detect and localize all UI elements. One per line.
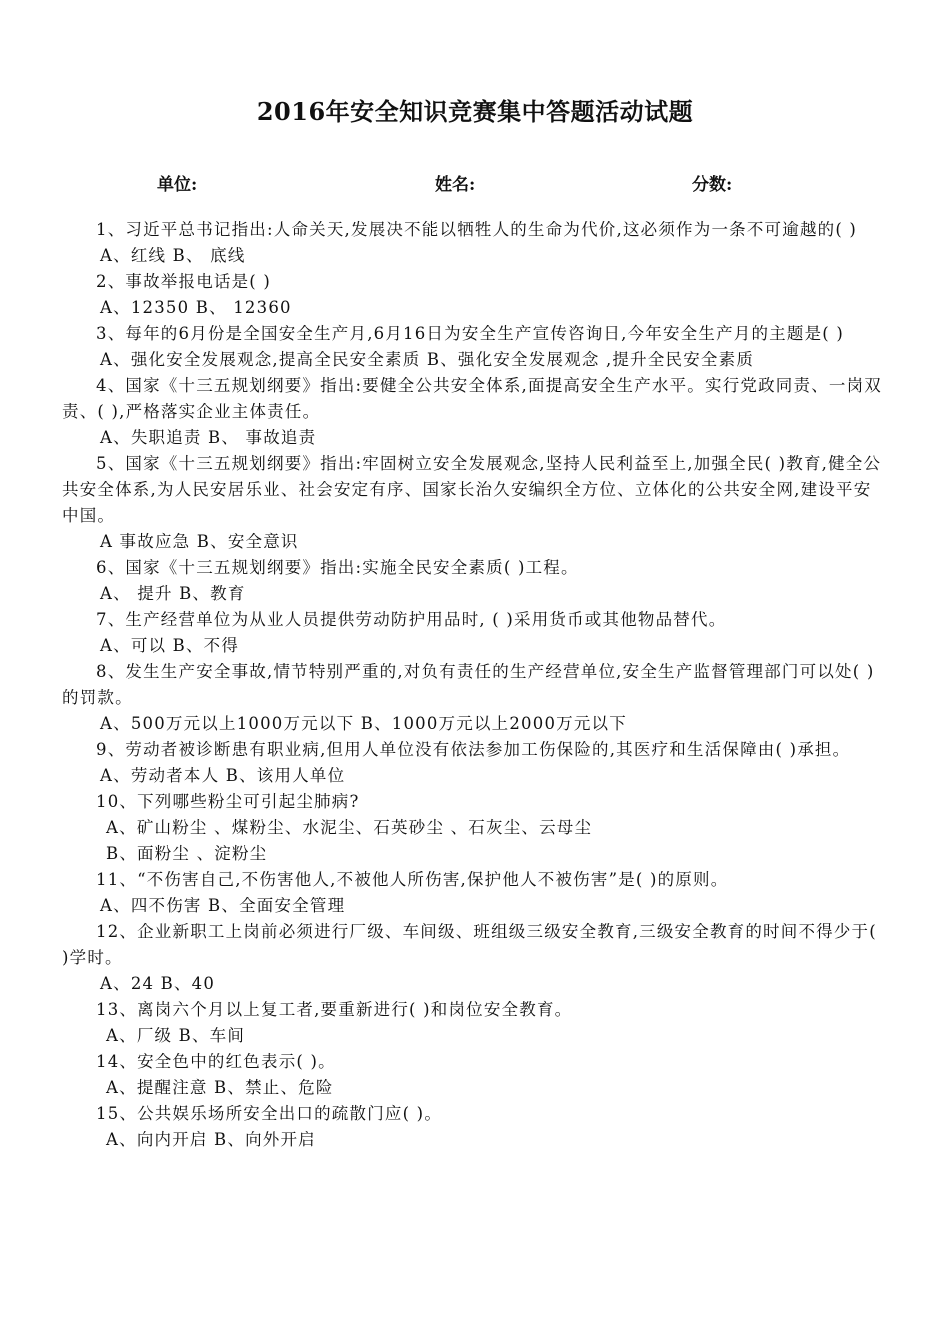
answer-options: A、四不伤害 B、全面安全管理	[100, 896, 346, 915]
question-text: 8、发生生产安全事故,情节特别严重的,对负有责任的生产经营单位,安全生产监督管理部门可以处( )的罚款。	[62, 662, 875, 707]
answer-options: A、强化安全发展观念,提高全民安全素质 B、强化安全发展观念 ,提升全民安全素质	[100, 350, 755, 369]
question-text: 9、劳动者被诊断患有职业病,但用人单位没有依法参加工伤保险的,其医疗和生活保障由( )承担。	[96, 740, 851, 759]
answer-options: A、 提升 B、教育	[100, 584, 246, 603]
question-text: 1、习近平总书记指出:人命关天,发展决不能以牺牲人的生命为代价,这必须作为一条不可逾越的( )	[96, 220, 858, 239]
question-text: 2、事故举报电话是( )	[96, 272, 272, 291]
answer-options: A、500万元以上1000万元以下 B、1000万元以上2000万元以下	[100, 714, 627, 733]
question-text: 6、国家《十三五规划纲要》指出:实施全民安全素质( )工程。	[96, 558, 579, 577]
name-field-label: 姓名:	[435, 175, 476, 195]
answer-options: A、厂级 B、车间	[106, 1026, 246, 1045]
answer-options: A、24 B、40	[100, 974, 216, 993]
question-text: 13、离岗六个月以上复工者,要重新进行( )和岗位安全教育。	[96, 1000, 573, 1019]
question-text: 14、安全色中的红色表示( )。	[96, 1052, 336, 1071]
score-field-label: 分数:	[692, 175, 733, 195]
answer-options: B、面粉尘 、淀粉尘	[106, 844, 268, 863]
answer-options: A、提醒注意 B、禁止、危险	[106, 1078, 334, 1097]
answer-options: A、向内开启 B、向外开启	[106, 1130, 316, 1149]
answer-options: A、失职追责 B、 事故追责	[100, 428, 317, 447]
question-text: 15、公共娱乐场所安全出口的疏散门应( )。	[96, 1104, 443, 1123]
question-text: 5、国家《十三五规划纲要》指出:牢固树立安全发展观念,坚持人民利益至上,加强全民( )教育,健全公共安全体系,为人民安居乐业、社会安定有序、国家长治久安编织全方位、立体化的公共安全网,建设平安中国。	[62, 454, 882, 525]
question-text: 4、国家《十三五规划纲要》指出:要健全公共安全体系,面提高安全生产水平。实行党政同责、一岗双责、( ),严格落实企业主体责任。	[62, 376, 883, 421]
question-text: 7、生产经营单位为从业人员提供劳动防护用品时, ( )采用货币或其他物品替代。	[96, 610, 727, 629]
answer-options: A、矿山粉尘 、煤粉尘、水泥尘、石英砂尘 、石灰尘、云母尘	[106, 818, 593, 837]
question-text: 10、下列哪些粉尘可引起尘肺病?	[96, 792, 360, 811]
header-fields	[0, 170, 950, 194]
question-list	[62, 217, 888, 1153]
question-text: 12、企业新职工上岗前必须进行厂级、车间级、班组级三级安全教育,三级安全教育的时间不得少于( )学时。	[62, 922, 877, 967]
page-title: 2016年安全知识竞赛集中答题活动试题	[256, 97, 694, 126]
unit-field-label: 单位:	[157, 175, 198, 195]
answer-options: A、12350 B、 12360	[100, 298, 292, 317]
answer-options: A、红线 B、 底线	[100, 246, 246, 265]
question-text: 3、每年的6月份是全国安全生产月,6月16日为安全生产宣传咨询日,今年安全生产月的主题是( )	[96, 324, 844, 343]
answer-options: A、劳动者本人 B、该用人单位	[100, 766, 346, 785]
answer-options: A、可以 B、不得	[100, 636, 240, 655]
question-text: 11、“不伤害自己,不伤害他人,不被他人所伤害,保护他人不被伤害”是( )的原则。	[96, 870, 729, 889]
answer-options: A 事故应急 B、安全意识	[100, 532, 299, 551]
